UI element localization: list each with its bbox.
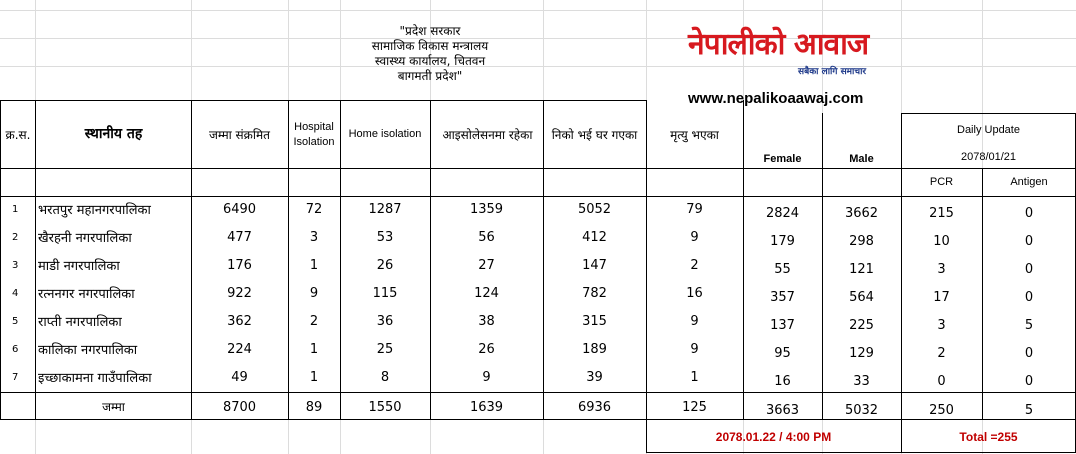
col-female: Female	[763, 153, 802, 165]
cell-hospital: 9	[309, 286, 319, 301]
cell-antigen: 0	[1024, 234, 1034, 249]
cell-total: 49	[231, 370, 248, 385]
cell-deaths: 9	[690, 342, 699, 357]
cell-female: 357	[770, 290, 795, 305]
cell-isolation: 26	[478, 342, 495, 357]
col-deaths: मृत्यु भएका	[670, 128, 719, 142]
footer-total: Total =255	[959, 430, 1018, 444]
cell-recovered: 412	[582, 230, 607, 245]
cell-home: 53	[376, 230, 394, 245]
cell-hospital: 72	[305, 202, 323, 217]
cell-deaths: 2	[690, 258, 699, 273]
cell-pcr: 17	[933, 290, 950, 305]
col-date: 2078/01/21	[960, 151, 1017, 163]
cell-recovered: 147	[582, 258, 607, 273]
cell-deaths: 9	[690, 314, 699, 329]
website-link[interactable]: www.nepalikoaawaj.com	[688, 90, 864, 107]
cell-total: 477	[227, 230, 252, 245]
col-pcr: PCR	[929, 176, 954, 188]
col-in-isolation: आइसोलेसनमा रहेका	[442, 128, 533, 142]
cell-home: 115	[372, 286, 398, 301]
totals-pcr: 250	[929, 403, 954, 418]
cell-isolation: 38	[478, 314, 495, 329]
col-local-level: स्थानीय तह	[84, 126, 143, 142]
cell-pcr: 0	[937, 374, 946, 389]
totals-antigen: 5	[1024, 403, 1034, 418]
cell-total: 6490	[222, 202, 257, 217]
header-line-3: स्वास्थ्य कार्यालय, चितवन	[374, 54, 486, 68]
cell-home: 25	[376, 342, 394, 357]
cell-antigen: 0	[1024, 346, 1034, 361]
cell-isolation: 56	[478, 230, 495, 245]
col-sn: क्र.स.	[5, 128, 31, 142]
totals-hospital: 89	[305, 400, 323, 415]
cell-isolation: 124	[474, 286, 499, 301]
cell-female: 55	[774, 262, 791, 277]
cell-male: 3662	[844, 206, 879, 221]
cell-deaths: 79	[686, 202, 703, 217]
cell-female: 16	[774, 374, 791, 389]
cell-sn: 7	[12, 372, 19, 383]
cell-sn: 6	[12, 344, 19, 355]
cell-male: 129	[849, 346, 874, 361]
cell-sn: 2	[12, 232, 19, 243]
cell-pcr: 3	[937, 318, 946, 333]
cell-name: खैरहनी नगरपालिका	[38, 231, 132, 246]
totals-recovered: 6936	[577, 400, 612, 415]
cell-pcr: 2	[937, 346, 946, 361]
cell-sn: 5	[12, 316, 19, 327]
cell-male: 33	[853, 374, 870, 389]
cell-name: कालिका नगरपालिका	[38, 343, 138, 358]
cell-female: 179	[770, 234, 795, 249]
totals-male: 5032	[844, 403, 879, 418]
cell-female: 2824	[765, 206, 800, 221]
col-antigen: Antigen	[1010, 176, 1048, 188]
totals-total: 8700	[222, 400, 257, 415]
cell-name: राप्ती नगरपालिका	[38, 315, 122, 330]
cell-male: 225	[849, 318, 874, 333]
header-line-2: सामाजिक विकास मन्त्रालय	[371, 39, 489, 53]
col-recovered: निको भई घर गएका	[551, 128, 638, 142]
header-line-4: बागमती प्रदेश"	[397, 69, 463, 83]
cell-deaths: 9	[690, 230, 699, 245]
cell-isolation: 27	[478, 258, 495, 273]
totals-label: जम्मा	[102, 400, 125, 414]
col-home-isolation: Home isolation	[348, 128, 422, 140]
col-male: Male	[849, 153, 874, 165]
cell-hospital: 3	[309, 230, 319, 245]
cell-antigen: 0	[1024, 206, 1034, 221]
cell-sn: 4	[12, 288, 19, 299]
totals-female: 3663	[765, 403, 800, 418]
col-daily-update: Daily Update	[957, 124, 1020, 136]
cell-hospital: 1	[309, 258, 319, 273]
cell-hospital: 1	[309, 342, 319, 357]
cell-home: 1287	[368, 202, 402, 217]
cell-isolation: 9	[482, 370, 491, 385]
cell-recovered: 189	[582, 342, 607, 357]
cell-male: 298	[849, 234, 874, 249]
cell-sn: 3	[12, 260, 19, 271]
cell-total: 362	[227, 314, 252, 329]
cell-pcr: 3	[937, 262, 946, 277]
cell-female: 95	[774, 346, 791, 361]
logo-main: नेपालीको आवाज	[688, 27, 869, 62]
cell-antigen: 0	[1024, 290, 1034, 305]
cell-recovered: 39	[586, 370, 603, 385]
cell-home: 36	[376, 314, 394, 329]
cell-female: 137	[770, 318, 795, 333]
col-hospital-isolation: Hospital Isolation	[293, 121, 335, 148]
cell-deaths: 1	[690, 370, 699, 385]
cell-male: 121	[849, 262, 874, 277]
cell-name: रत्ननगर नगरपालिका	[38, 287, 135, 302]
cell-home: 26	[376, 258, 394, 273]
header-block	[300, 24, 560, 84]
col-total-infected: जम्मा संक्रमित	[208, 128, 271, 142]
cell-pcr: 10	[933, 234, 950, 249]
totals-deaths: 125	[682, 400, 707, 415]
cell-name: इच्छाकामना गाउँपालिका	[38, 371, 152, 386]
footer-timestamp: 2078.01.22 / 4:00 PM	[715, 430, 832, 444]
totals-home: 1550	[368, 400, 402, 415]
cell-name: भरतपुर महानगरपालिका	[38, 203, 151, 218]
cell-hospital: 1	[309, 370, 319, 385]
cell-sn: 1	[12, 204, 19, 215]
header-line-1: "प्रदेश सरकार	[399, 24, 461, 38]
cell-recovered: 315	[582, 314, 607, 329]
cell-antigen: 0	[1024, 374, 1034, 389]
cell-recovered: 782	[582, 286, 607, 301]
cell-deaths: 16	[686, 286, 703, 301]
cell-isolation: 1359	[469, 202, 504, 217]
cell-hospital: 2	[309, 314, 319, 329]
cell-pcr: 215	[929, 206, 954, 221]
totals-isolation: 1639	[469, 400, 504, 415]
cell-total: 224	[227, 342, 252, 357]
cell-total: 922	[227, 286, 252, 301]
cell-total: 176	[227, 258, 252, 273]
cell-antigen: 0	[1024, 262, 1034, 277]
logo	[688, 28, 878, 86]
cell-antigen: 5	[1024, 318, 1034, 333]
cell-male: 564	[849, 290, 874, 305]
cell-name: माडी नगरपालिका	[38, 259, 120, 274]
cell-recovered: 5052	[577, 202, 612, 217]
cell-home: 8	[380, 370, 390, 385]
logo-sub: सबैका लागि समाचार	[798, 67, 867, 77]
